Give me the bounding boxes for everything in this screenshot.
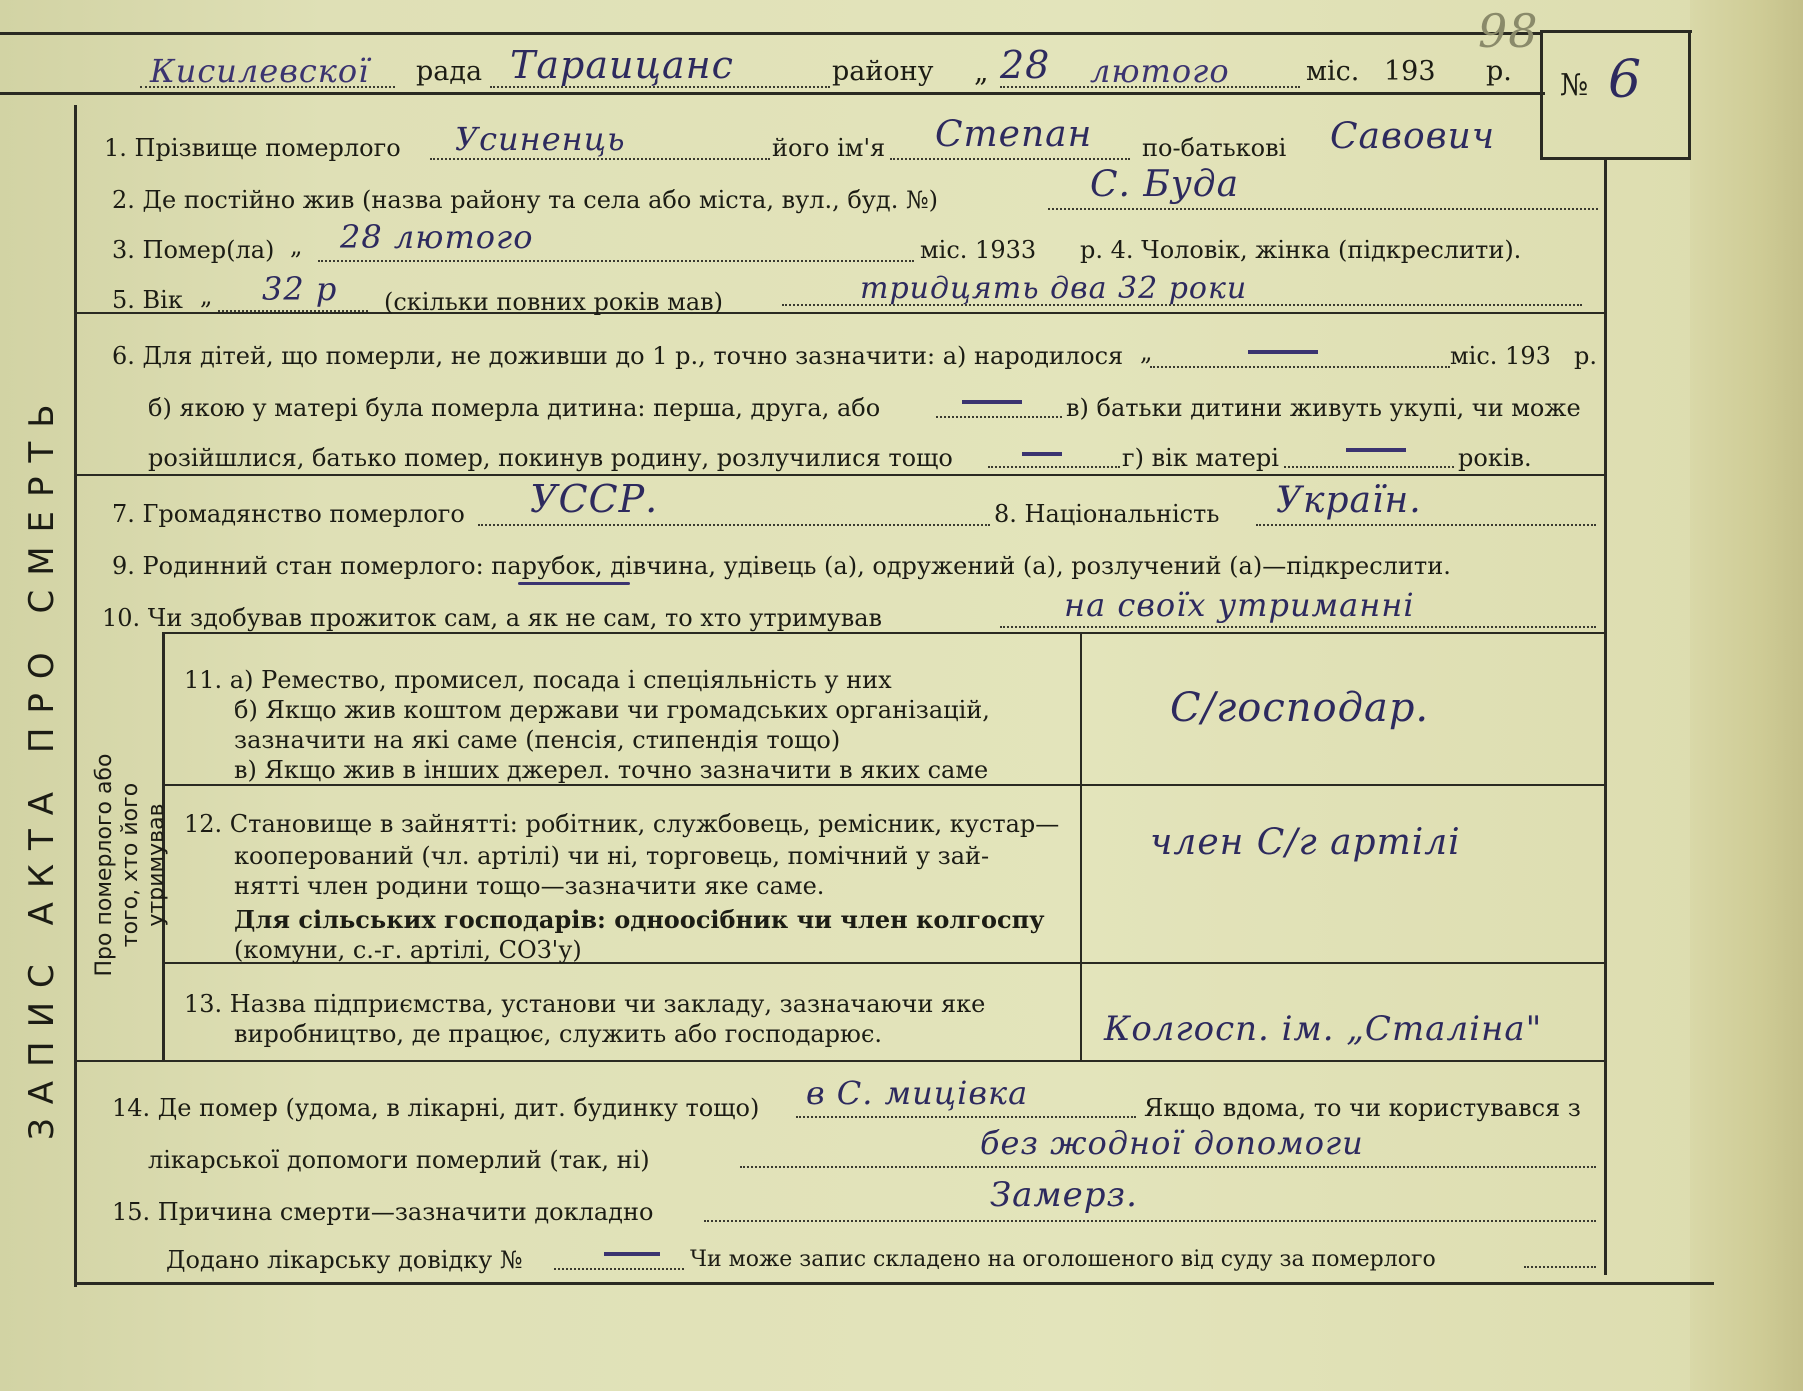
r8-value: Україн.	[1276, 480, 1422, 521]
r10-value: на своїх утриманні	[1064, 586, 1415, 624]
r1-name-dots	[890, 158, 1130, 160]
r8-dots	[1256, 524, 1596, 526]
side-group-label: Про померлого або того, хто його утримував	[92, 753, 169, 977]
r1-surname: Усиненць	[455, 120, 626, 158]
r1-surname-dots	[430, 158, 770, 160]
r9-underline	[518, 582, 630, 585]
r3-quote: „	[290, 232, 303, 260]
r6-line3-dash2	[1346, 448, 1406, 452]
divider-after-13	[74, 1060, 1604, 1062]
r15-label: 15. Причина смерти—зазначити докладно	[112, 1198, 654, 1226]
r7-value: УССР.	[530, 477, 659, 521]
r12-line3: нятті член родини тощо—зазначити яке саме.	[234, 872, 825, 900]
r6-line3-tail: років.	[1458, 444, 1532, 472]
date-quote: „	[974, 55, 989, 88]
r6-line2-label: б) якою у матері була померла дитина: перша, друга, або	[148, 394, 881, 422]
r5-tail: (скільки повних років мав)	[384, 288, 724, 316]
r5-dots2	[782, 304, 1582, 306]
form-bottom-border	[74, 1282, 1714, 1285]
r6-line1-tail: міс. 193	[1450, 342, 1551, 370]
date-dots	[1000, 86, 1300, 88]
r11-line1: 11. а) Ремество, промисел, посада і спеціяльність у них	[184, 666, 892, 694]
r1-patronymic: Савович	[1330, 116, 1496, 157]
number-label: №	[1560, 68, 1589, 103]
header-top-rule	[0, 32, 1540, 35]
number-box-top	[1540, 30, 1692, 33]
rayon-dots	[490, 86, 830, 88]
rayon-handwritten: Тараицанс	[510, 43, 734, 87]
r7-dots	[478, 524, 990, 526]
r1-name: Степан	[935, 114, 1093, 155]
r6-line1-r: р.	[1574, 342, 1597, 370]
r3-date: 28 лютого	[340, 218, 534, 256]
paper-edge	[1690, 0, 1803, 1391]
r12-line2: кооперований (чл. артілі) чи ні, торговець, помічний у зай-	[234, 842, 990, 870]
r6-line2-tail: в) батьки дитини живуть укупі, чи може	[1066, 394, 1581, 422]
r12-line1: 12. Становище в зайнятті: робітник, службовець, ремісник, кустар—	[184, 810, 1060, 838]
r6-line3-dash	[1022, 452, 1062, 456]
r6-line3-mid: г) вік матері	[1122, 444, 1279, 472]
r3-dots	[318, 260, 914, 262]
divider-after-6	[74, 474, 1604, 476]
r6-line1-quote: „	[1140, 338, 1153, 366]
r14-line2-dots	[740, 1166, 1596, 1168]
r1-label: 1. Прізвище померлого	[104, 134, 401, 162]
r14-line2-value: без жодної допомоги	[980, 1124, 1364, 1162]
month-label: міс.	[1306, 56, 1360, 87]
r16-dots	[554, 1268, 684, 1270]
rayon-label: району	[832, 56, 934, 87]
r11-line4: в) Якщо жив в інших джерел. точно зазначити в яких саме	[234, 756, 989, 784]
r11-line2: б) Якщо жив коштом держави чи громадських організацій,	[234, 696, 990, 724]
r1-patronymic-label: по-батькові	[1142, 134, 1287, 162]
r6-line1-label: 6. Для дітей, що померли, не доживши до 1 р., точно зазначити: а) народилося	[112, 342, 1124, 370]
r10-label: 10. Чи здобував прожиток сам, а як не сам, то хто утримував	[102, 604, 883, 632]
date-day: 28	[1000, 43, 1051, 87]
r6-line3-dots2	[1284, 466, 1454, 468]
divider-after-5	[74, 312, 1604, 314]
number-value: 6	[1608, 50, 1643, 110]
r12-line4: Для сільських господарів: одноосібник чи член колгоспу	[234, 905, 1045, 934]
r6-line1-dots	[1150, 366, 1450, 368]
form-left-border	[74, 105, 77, 1287]
r1-name-label: його ім'я	[772, 134, 886, 162]
r14-tail: Якщо вдома, то чи користувався з	[1144, 1094, 1581, 1122]
r13-line1: 13. Назва підприємства, установи чи закладу, зазначаючи яке	[184, 990, 986, 1018]
year-r: р.	[1486, 56, 1512, 87]
r14-label: 14. Де помер (удома, в лікарні, дит. будинку тощо)	[112, 1094, 760, 1122]
r6-line3-label: розійшлися, батько помер, покинув родину, розлучилися тощо	[148, 444, 953, 472]
year-prefix: 193	[1384, 56, 1436, 87]
r14-value: в С. мицівка	[806, 1074, 1029, 1112]
r2-label: 2. Де постійно жив (назва району та села або міста, вул., буд. №)	[112, 186, 939, 214]
r13-value: Колгосп. ім. „Сталіна"	[1104, 1009, 1543, 1049]
r10-dots	[1000, 626, 1596, 628]
r16-tail-dots	[1524, 1266, 1596, 1268]
r14-line2-label: лікарської допомоги померлий (так, ні)	[148, 1146, 650, 1174]
rada-handwritten: Кисилевскої	[150, 52, 370, 90]
divider-before-11	[162, 632, 1604, 634]
r5-value: 32 р	[262, 270, 338, 308]
r9-label: 9. Родинний стан померлого: парубок, дівчина, удівець (а), одружений (а), розлучений (а)—підкреслити.	[112, 552, 1451, 580]
r5-quote: „	[200, 282, 213, 310]
r16-tail: Чи може запис складено на оголошеного від суду за померлого	[690, 1247, 1436, 1272]
r5-value2: тридцять два 32 роки	[860, 271, 1248, 306]
r16-label: Додано лікарську довідку №	[166, 1246, 523, 1274]
rada-dots	[140, 86, 395, 88]
r6-line2-dash	[962, 400, 1022, 404]
r3-month-label: міс. 1933	[920, 236, 1037, 264]
r14-dots	[796, 1116, 1136, 1118]
corner-mark: 98	[1478, 4, 1539, 58]
r3-label: 3. Помер(ла)	[112, 236, 275, 264]
r6-line3-dots	[988, 466, 1120, 468]
divider-11-12	[162, 784, 1604, 786]
r12-line5: (комуни, с.-г. артілі, СОЗ'у)	[234, 936, 582, 964]
r2-value: С. Буда	[1090, 164, 1240, 205]
r12-value: член С/г артілі	[1150, 822, 1461, 863]
r15-dots	[704, 1220, 1596, 1222]
header-bottom-rule	[0, 92, 1545, 95]
number-box-bottom	[1540, 157, 1690, 160]
r11-line3: зазначити на які саме (пенсія, стипендія тощо)	[234, 726, 841, 754]
rada-label: рада	[416, 56, 483, 87]
r6-line1-dash	[1248, 350, 1318, 354]
number-box-right	[1688, 30, 1691, 160]
r16-dash	[604, 1252, 660, 1256]
value-column-border	[1080, 632, 1082, 1060]
form-right-border	[1604, 160, 1607, 1275]
r5-dots	[218, 310, 368, 312]
r3-tail: р. 4. Чоловік, жінка (підкреслити).	[1080, 236, 1522, 264]
r11-value: С/господар.	[1170, 685, 1430, 731]
r8-label: 8. Національність	[994, 500, 1220, 528]
side-title: ЗАПИС АКТА ПРО СМЕРТЬ	[22, 390, 62, 1140]
r6-line2-dots	[936, 416, 1062, 418]
r5-label: 5. Вік	[112, 286, 183, 314]
date-month: лютого	[1090, 52, 1230, 90]
r15-value: Замерз.	[990, 1175, 1138, 1215]
number-box-left	[1540, 30, 1543, 160]
r2-dots	[1048, 208, 1598, 210]
r7-label: 7. Громадянство померлого	[112, 500, 465, 528]
r13-line2: виробництво, де працює, служить або господарює.	[234, 1020, 883, 1048]
